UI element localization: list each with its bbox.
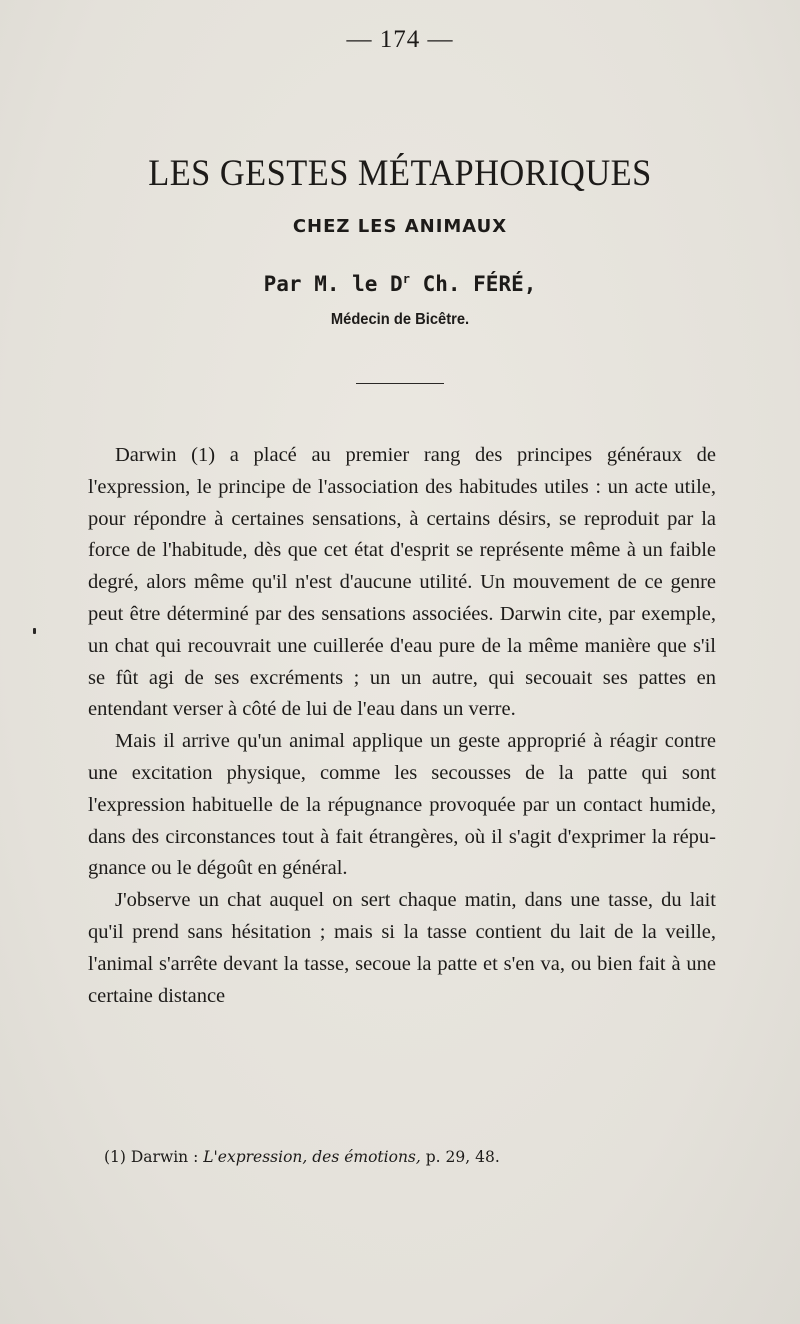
- page-number: — 174 —: [346, 26, 454, 53]
- paragraph: Darwin (1) a placé au premier rang des principes généraux de l'expression, le principe de l'association des habitudes utiles : un acte utile, pour répondre à certaines sensations, à certains désirs, se reproduit par la force de l'habitude, dès que cet état d'esprit se représente même à un faible degré, alors même qu'il n'est d'aucune utilité. Un mouvement de ce genre peut être déterminé par des sensations associées. Darwin cite, par exemple, un chat qui recouvrait une cuillerée d'eau pure de la même manière que s'il se fût agi de ses excréments ; un un autre, qui secouait ses pattes en entendant verser à côté de lui de l'eau dans un verre.: [88, 444, 716, 721]
- footnote: [104, 1148, 724, 1166]
- footnote-marker: (1) Darwin :: [104, 1148, 204, 1166]
- footnote-pages: p. 29, 48.: [420, 1148, 500, 1166]
- body-text: [88, 440, 716, 1012]
- section-divider: [356, 383, 444, 384]
- paragraph: Mais il arrive qu'un animal applique un geste approprié à réagir contre une excitation physique, comme les secousses de la patte qui sont l'expression habituelle de la répugnance provoquée par un contact humide, dans des circonstances tout à fait étrangères, où il s'agit d'exprimer la répugnance ou le dégoût en général.: [88, 730, 716, 880]
- footnote-work-title: L'expression, des émotions,: [203, 1148, 421, 1166]
- paragraph: J'observe un chat auquel on sert chaque matin, dans une tasse, du lait qu'il prend sans hésitation ; mais si la tasse contient du lait de la veille, l'animal s'arrête devant la tasse, secoue la patte et s'en va, ou bien fait à une certaine distance: [88, 889, 716, 1007]
- article-title: LES GESTES MÉTAPHORIQUES: [148, 153, 652, 194]
- ink-speck: [33, 628, 36, 634]
- author-line: [0, 272, 800, 296]
- author-name: Ch. FÉRÉ,: [409, 272, 537, 296]
- author-superscript: r: [402, 272, 410, 286]
- article-subtitle: CHEZ LES ANIMAUX: [292, 216, 508, 237]
- author-prefix: Par M. le D: [263, 272, 403, 296]
- author-affiliation: Médecin de Bicêtre.: [330, 311, 470, 328]
